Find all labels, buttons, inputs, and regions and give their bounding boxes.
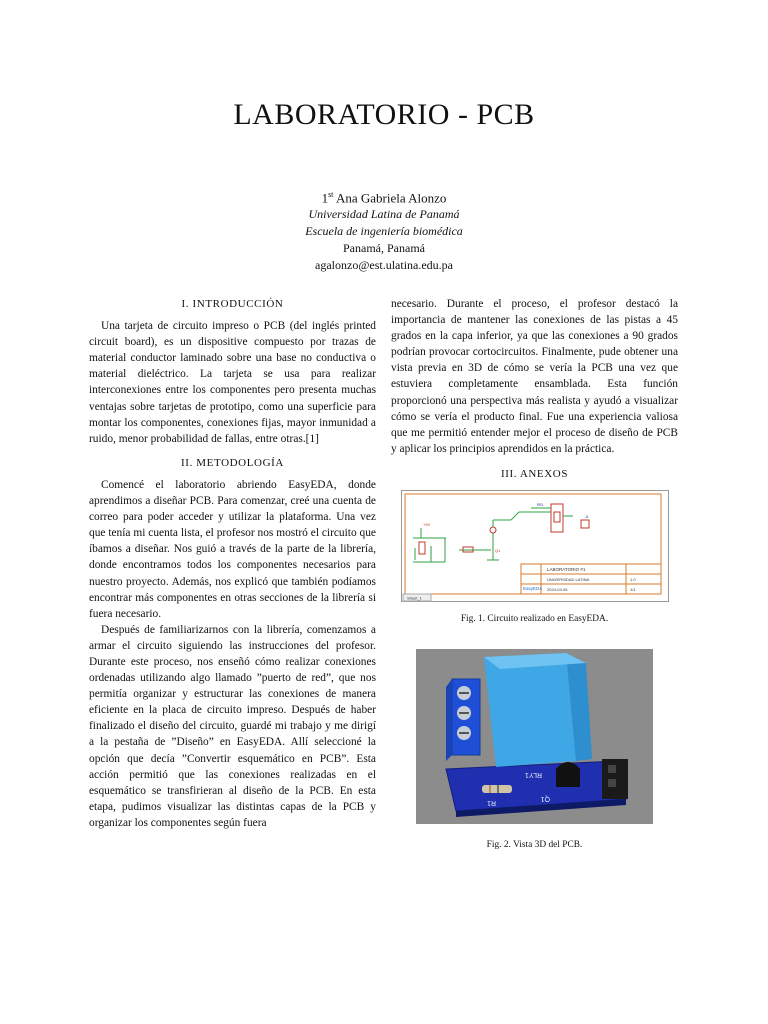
- author-location: Panamá, Panamá: [343, 241, 425, 256]
- svg-text:REL: REL: [536, 503, 544, 508]
- figure-caption: Fig. 2. Vista 3D del PCB.: [486, 840, 583, 851]
- svg-text:+5V: +5V: [422, 522, 430, 528]
- author-ordinal: 1: [321, 190, 329, 206]
- title-block-date: 2024-03-05: [546, 587, 567, 593]
- section-heading: III. ANEXOS: [500, 467, 569, 480]
- silk-r1: R1: [487, 799, 496, 807]
- connector-3d: [602, 759, 628, 799]
- author-block: [0, 186, 768, 274]
- sheet-tab-label: Sheet_1: [406, 595, 422, 601]
- pcb-3d-figure: [416, 649, 653, 824]
- section-heading: I. INTRODUCCIÓN: [181, 298, 284, 310]
- title-block-rev: 1.0: [629, 577, 636, 583]
- svg-text:J1: J1: [584, 515, 589, 520]
- silk-q1: Q1: [540, 795, 550, 803]
- title-block-title: LABORATORIO #1: [546, 567, 585, 573]
- easyeda-logo: EasyEDA: [522, 586, 542, 592]
- author-ordinal-sup: st: [328, 190, 334, 199]
- left-column: [89, 296, 376, 831]
- author-name: Ana Gabriela Alonzo: [335, 190, 447, 206]
- author-name-line: [0, 186, 768, 206]
- transistor-3d: [556, 762, 580, 787]
- paper-title: LABORATORIO - PCB: [233, 98, 535, 131]
- author-university: Universidad Latina de Panamá: [308, 207, 460, 222]
- author-email: agalonzo@est.ulatina.edu.pa: [315, 258, 453, 273]
- resistor-3d: [482, 785, 512, 793]
- relay-3d: [484, 653, 592, 767]
- svg-text:Q1: Q1: [494, 548, 500, 554]
- paragraph: necesario. Durante el proceso, el profesor destacó la importancia de mantener las conexiones de las pistas a 45 grados en la capa inferior, ya que las conexiones a 90 grados podrían provocar cortocircuitos. Finalmente, pude obtener una vista previa en 3D de cómo se vería la PCB una vez que estuviera completamente ensamblada. Esta función proporcionó una perspectiva más realista y ayudó a visualizar cómo se vería el producto final. Fue una experiencia valiosa que me permitió entender mejor el proceso de diseño de PCB y aplicar los principios aprendidos en la práctica.: [391, 298, 678, 455]
- title-block-company: UNIVERSIDAD LATINA: [546, 577, 589, 583]
- section-heading: II. METODOLOGÍA: [181, 456, 284, 469]
- schematic-figure: [401, 490, 669, 602]
- paragraph: Después de familiarizarnos con la librería, comenzamos a armar el circuito siguiendo las instrucciones del profesor. Durante este proceso, nos enseñó cómo realizar conexiones ordenadas utilizando algo llamado ”puerto de red”, que nos permitía organizar y estructurar las conexiones de manera eficiente en la placa de circuito impreso. Después de haber finalizado el diseño del circuito, guardé mi trabajo y me dirigí a la pestaña de ”Diseño” en EasyEDA. Allí seleccioné la opción que decía ”Convertir esquemático en PCB”. Esta acción permitió que las conexiones realizadas en el esquemático se transfirieran al diseño de la PCB. En esta etapa, pudimos visualizar las distintas capas de la PCB y organizar los componentes según fuera: [89, 623, 376, 829]
- title-block-sheet: 1/1: [629, 587, 636, 593]
- author-school: Escuela de ingeniería biomédica: [305, 224, 463, 239]
- figure-caption: Fig. 1. Circuito realizado en EasyEDA.: [460, 614, 609, 625]
- paragraph: Una tarjeta de circuito impreso o PCB (del inglés printed circuit board), es un dispositive compuesto por trazas de material conductor laminado sobre una base no conductiva o material dieléctrico. La tarjeta se usa para realizar interconexiones entre los componentes pero presenta muchas ventajas sobre tarjetas de prototipo, como una superficie para montar los componentes, conexiones fijas, mayor inmunidad a ruido, menor probabilidad de fallas, entre otras.[1]: [89, 320, 376, 445]
- paragraph: Comencé el laboratorio abriendo EasyEDA, donde aprendimos a diseñar PCB. Para comenzar, creé una cuenta de correo para poder acceder y utilizar la plataforma. Una vez que tenía mi cuenta lista, el profesor nos mostró el circuito que íbamos a diseñar. Nos guió a través de la parte de la librería, donde encontramos todos los componentes necesarios para nuestro proyecto. Además, nos explicó que también podíamos encontrar más componentes en otras secciones de la librería si fuera necesario.: [89, 478, 376, 620]
- terminal-block-3d: [446, 679, 480, 761]
- right-column: [391, 296, 678, 853]
- schematic-title-block: [521, 564, 661, 594]
- silk-relay: RLY1: [525, 771, 542, 779]
